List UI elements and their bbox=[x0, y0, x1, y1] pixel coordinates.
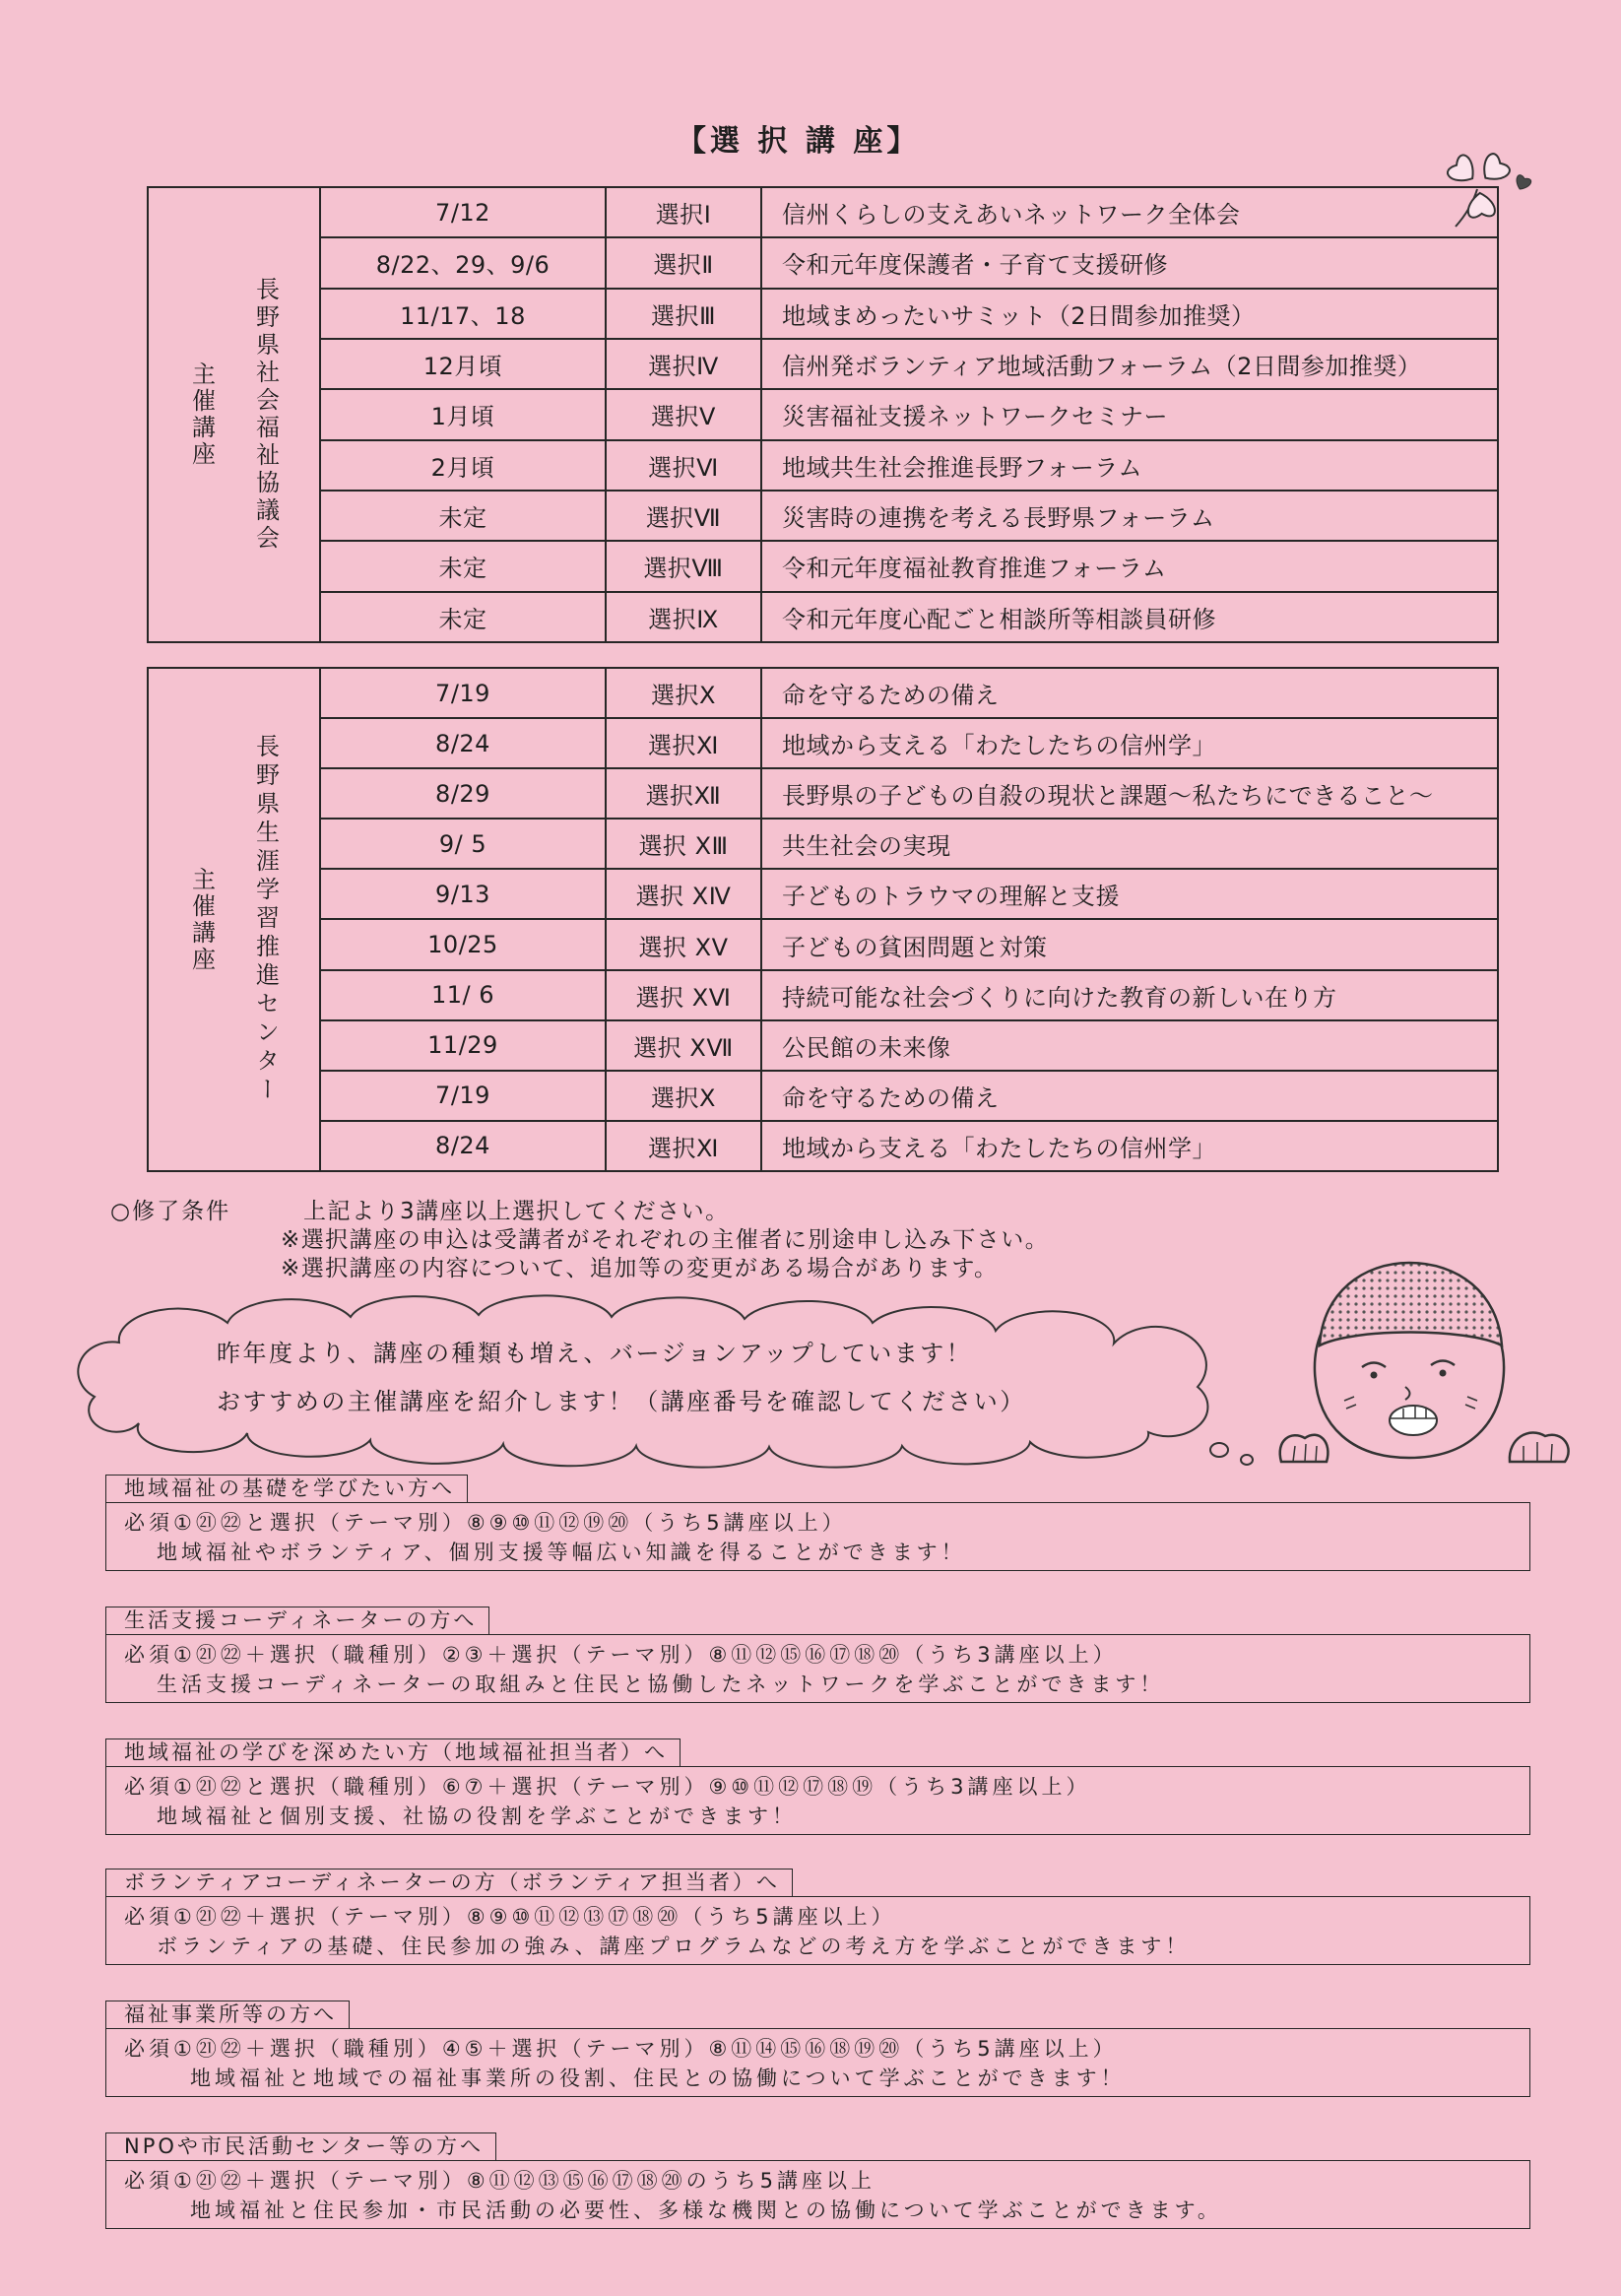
organizer-name: 長野県生涯学習推進センター bbox=[251, 734, 280, 1105]
course-date: 未定 bbox=[320, 592, 606, 642]
mascot-hand-right bbox=[1510, 1432, 1569, 1462]
course-date: 8/22、29、9/6 bbox=[320, 237, 606, 288]
course-code: 選択Ⅻ bbox=[606, 768, 761, 819]
course-row bbox=[148, 491, 1498, 541]
course-code: 選択 ⅩⅦ bbox=[606, 1020, 761, 1071]
course-title: 公民館の未来像 bbox=[761, 1020, 1498, 1071]
course-code: 選択 ⅩⅣ bbox=[606, 869, 761, 919]
course-table-shakyo bbox=[147, 186, 1499, 643]
course-table-shogai bbox=[147, 667, 1499, 1172]
recommendation-body bbox=[105, 1502, 1530, 1571]
host-cell bbox=[148, 187, 320, 642]
mascot-hand-left bbox=[1280, 1435, 1329, 1462]
bubble-text: おすすめの主催講座を紹介します！（講座番号を確認してください） bbox=[217, 1388, 1026, 1415]
course-title: 子どものトラウマの理解と支援 bbox=[761, 869, 1498, 919]
course-row bbox=[148, 1071, 1498, 1121]
course-row bbox=[148, 289, 1498, 339]
recommendation-description: 地域福祉やボランティア、個別支援等幅広い知識を得ることができます！ bbox=[157, 1541, 966, 1564]
course-row bbox=[148, 718, 1498, 768]
course-title: 災害福祉支援ネットワークセミナー bbox=[761, 389, 1498, 439]
completion-condition: 上記より3講座以上選択してください。 bbox=[303, 1199, 730, 1224]
course-row bbox=[148, 768, 1498, 819]
recommendation-description: 地域福祉と個別支援、社協の役割を学ぶことができます！ bbox=[157, 1804, 797, 1828]
completion-conditions bbox=[110, 1198, 1049, 1283]
course-date: 7/19 bbox=[320, 668, 606, 718]
recommendation-required: 必須①㉑㉒と選択（職種別）⑥⑦＋選択（テーマ別）⑨⑩⑪⑫⑰⑱⑲（うち3講座以上） bbox=[124, 1775, 1091, 1799]
course-title: 子どもの貧困問題と対策 bbox=[761, 919, 1498, 969]
course-date: 8/24 bbox=[320, 718, 606, 768]
peeking-child-illustration bbox=[1265, 1253, 1581, 1475]
course-code: 選択Ⅱ bbox=[606, 237, 761, 288]
course-title: 共生社会の実現 bbox=[761, 819, 1498, 869]
recommendation-box bbox=[105, 1475, 1530, 1571]
course-date: 11/ 6 bbox=[320, 970, 606, 1020]
course-code: 選択Ⅹ bbox=[606, 1071, 761, 1121]
heart-clover-icon bbox=[1438, 140, 1536, 233]
recommendation-box bbox=[105, 2001, 1530, 2097]
recommendation-required: 必須①㉑㉒＋選択（テーマ別）⑧⑪⑫⑬⑮⑯⑰⑱⑳のうち5講座以上 bbox=[124, 2169, 876, 2193]
course-row bbox=[148, 819, 1498, 869]
completion-condition-line bbox=[110, 1198, 1049, 1226]
recommendation-description: ボランティアの基礎、住民参加の強み、講座プログラムなどの考え方を学ぶことができます！ bbox=[157, 1935, 1191, 1958]
course-code: 選択Ⅸ bbox=[606, 592, 761, 642]
course-code: 選択Ⅳ bbox=[606, 339, 761, 389]
course-date: 7/12 bbox=[320, 187, 606, 237]
course-date: 11/17、18 bbox=[320, 289, 606, 339]
course-row bbox=[148, 1020, 1498, 1071]
page-title: 【選 択 講 座】 bbox=[677, 124, 921, 159]
course-code: 選択Ⅴ bbox=[606, 389, 761, 439]
recommendation-body bbox=[105, 2160, 1530, 2229]
course-title: 持続可能な社会づくりに向けた教育の新しい在り方 bbox=[761, 970, 1498, 1020]
course-code: 選択Ⅺ bbox=[606, 718, 761, 768]
recommendation-heading: 福祉事業所等の方へ bbox=[105, 2001, 350, 2028]
recommendation-heading: 地域福祉の学びを深めたい方（地域福祉担当者）へ bbox=[105, 1738, 681, 1766]
completion-label: ○修了条件 bbox=[110, 1199, 231, 1224]
thought-bubble-dot bbox=[1210, 1443, 1228, 1457]
thought-bubble bbox=[65, 1290, 1262, 1477]
course-code: 選択Ⅲ bbox=[606, 289, 761, 339]
recommendation-required: 必須①㉑㉒＋選択（職種別）②③＋選択（テーマ別）⑧⑪⑫⑮⑯⑰⑱⑳（うち3講座以上） bbox=[124, 1643, 1118, 1667]
recommendation-description: 地域福祉と住民参加・市民活動の必要性、多様な機関との協働について学ぶことができます。 bbox=[190, 2198, 1222, 2222]
recommendation-box bbox=[105, 1869, 1530, 1965]
recommendation-required: 必須①㉑㉒＋選択（テーマ別）⑧⑨⑩⑪⑫⑬⑰⑱⑳（うち5講座以上） bbox=[124, 1905, 896, 1929]
course-title: 地域まめったいサミット（2日間参加推奨） bbox=[761, 289, 1498, 339]
course-date: 8/29 bbox=[320, 768, 606, 819]
course-code: 選択Ⅺ bbox=[606, 1121, 761, 1171]
course-row bbox=[148, 440, 1498, 491]
course-date: 未定 bbox=[320, 491, 606, 541]
course-row bbox=[148, 541, 1498, 591]
course-code: 選択 ⅩⅢ bbox=[606, 819, 761, 869]
course-date: 7/19 bbox=[320, 1071, 606, 1121]
recommendation-box bbox=[105, 1738, 1530, 1835]
course-title: 信州発ボランティア地域活動フォーラム（2日間参加推奨） bbox=[761, 339, 1498, 389]
course-row bbox=[148, 592, 1498, 642]
mascot-mouth bbox=[1390, 1406, 1437, 1435]
recommendation-required: 必須①㉑㉒と選択（テーマ別）⑧⑨⑩⑪⑫⑲⑳（うち5講座以上） bbox=[124, 1511, 847, 1535]
course-code: 選択Ⅹ bbox=[606, 668, 761, 718]
recommendation-body bbox=[105, 1634, 1530, 1703]
recommendation-heading: 地域福祉の基礎を学びたい方へ bbox=[105, 1475, 468, 1502]
recommendation-box bbox=[105, 1607, 1530, 1703]
course-title: 地域から支える「わたしたちの信州学」 bbox=[761, 1121, 1498, 1171]
course-code: 選択 ⅩⅥ bbox=[606, 970, 761, 1020]
course-date: 9/ 5 bbox=[320, 819, 606, 869]
course-code: 選択Ⅰ bbox=[606, 187, 761, 237]
course-title: 地域から支える「わたしたちの信州学」 bbox=[761, 718, 1498, 768]
recommendation-body bbox=[105, 2028, 1530, 2097]
course-title: 令和元年度保護者・子育て支援研修 bbox=[761, 237, 1498, 288]
host-cell bbox=[148, 668, 320, 1171]
recommendation-box bbox=[105, 2132, 1530, 2229]
course-row bbox=[148, 389, 1498, 439]
course-row bbox=[148, 869, 1498, 919]
recommendation-body bbox=[105, 1896, 1530, 1965]
recommendation-heading: 生活支援コーディネーターの方へ bbox=[105, 1607, 489, 1634]
course-title: 災害時の連携を考える長野県フォーラム bbox=[761, 491, 1498, 541]
bubble-text: 昨年度より、講座の種類も増え、バージョンアップしています！ bbox=[217, 1340, 973, 1367]
course-date: 2月頃 bbox=[320, 440, 606, 491]
course-row bbox=[148, 237, 1498, 288]
course-row bbox=[148, 970, 1498, 1020]
course-title: 令和元年度心配ごと相談所等相談員研修 bbox=[761, 592, 1498, 642]
recommendation-description: 生活支援コーディネーターの取組みと住民と協働したネットワークを学ぶことができます！ bbox=[157, 1673, 1165, 1696]
course-title: 地域共生社会推進長野フォーラム bbox=[761, 440, 1498, 491]
organizer-name: 長野県社会福祉協議会 bbox=[251, 277, 280, 553]
course-code: 選択Ⅶ bbox=[606, 491, 761, 541]
recommendation-body bbox=[105, 1766, 1530, 1835]
course-title: 命を守るための備え bbox=[761, 668, 1498, 718]
course-row bbox=[148, 339, 1498, 389]
course-code: 選択 ⅩⅤ bbox=[606, 919, 761, 969]
course-date: 9/13 bbox=[320, 869, 606, 919]
course-date: 1月頃 bbox=[320, 389, 606, 439]
recommendation-heading: ボランティアコーディネーターの方（ボランティア担当者）へ bbox=[105, 1869, 793, 1896]
course-row bbox=[148, 1121, 1498, 1171]
course-row bbox=[148, 187, 1498, 237]
recommendation-description: 地域福祉と地域での福祉事業所の役割、住民との協働について学ぶことができます！ bbox=[190, 2066, 1126, 2090]
course-title: 命を守るための備え bbox=[761, 1071, 1498, 1121]
host-label: 主催講座 bbox=[187, 361, 216, 468]
completion-note: ※選択講座の内容について、追加等の変更がある場合があります。 bbox=[281, 1256, 999, 1281]
course-date: 8/24 bbox=[320, 1121, 606, 1171]
course-title: 令和元年度福祉教育推進フォーラム bbox=[761, 541, 1498, 591]
course-date: 12月頃 bbox=[320, 339, 606, 389]
course-code: 選択Ⅵ bbox=[606, 440, 761, 491]
course-date: 未定 bbox=[320, 541, 606, 591]
completion-note: ※選択講座の申込は受講者がそれぞれの主催者に別途申し込み下さい。 bbox=[281, 1227, 1050, 1253]
course-row bbox=[148, 668, 1498, 718]
course-row bbox=[148, 919, 1498, 969]
recommendation-heading: NPOや市民活動センター等の方へ bbox=[105, 2132, 496, 2160]
course-title: 信州くらしの支えあいネットワーク全体会 bbox=[761, 187, 1498, 237]
course-date: 10/25 bbox=[320, 919, 606, 969]
recommendation-required: 必須①㉑㉒＋選択（職種別）④⑤＋選択（テーマ別）⑧⑪⑭⑮⑯⑱⑲⑳（うち5講座以上） bbox=[124, 2037, 1118, 2061]
thought-bubble-dot bbox=[1241, 1455, 1253, 1465]
course-title: 長野県の子どもの自殺の現状と課題～私たちにできること～ bbox=[761, 768, 1498, 819]
mascot-hat bbox=[1320, 1263, 1502, 1345]
course-code: 選択Ⅷ bbox=[606, 541, 761, 591]
course-date: 11/29 bbox=[320, 1020, 606, 1071]
host-label: 主催講座 bbox=[187, 866, 216, 973]
